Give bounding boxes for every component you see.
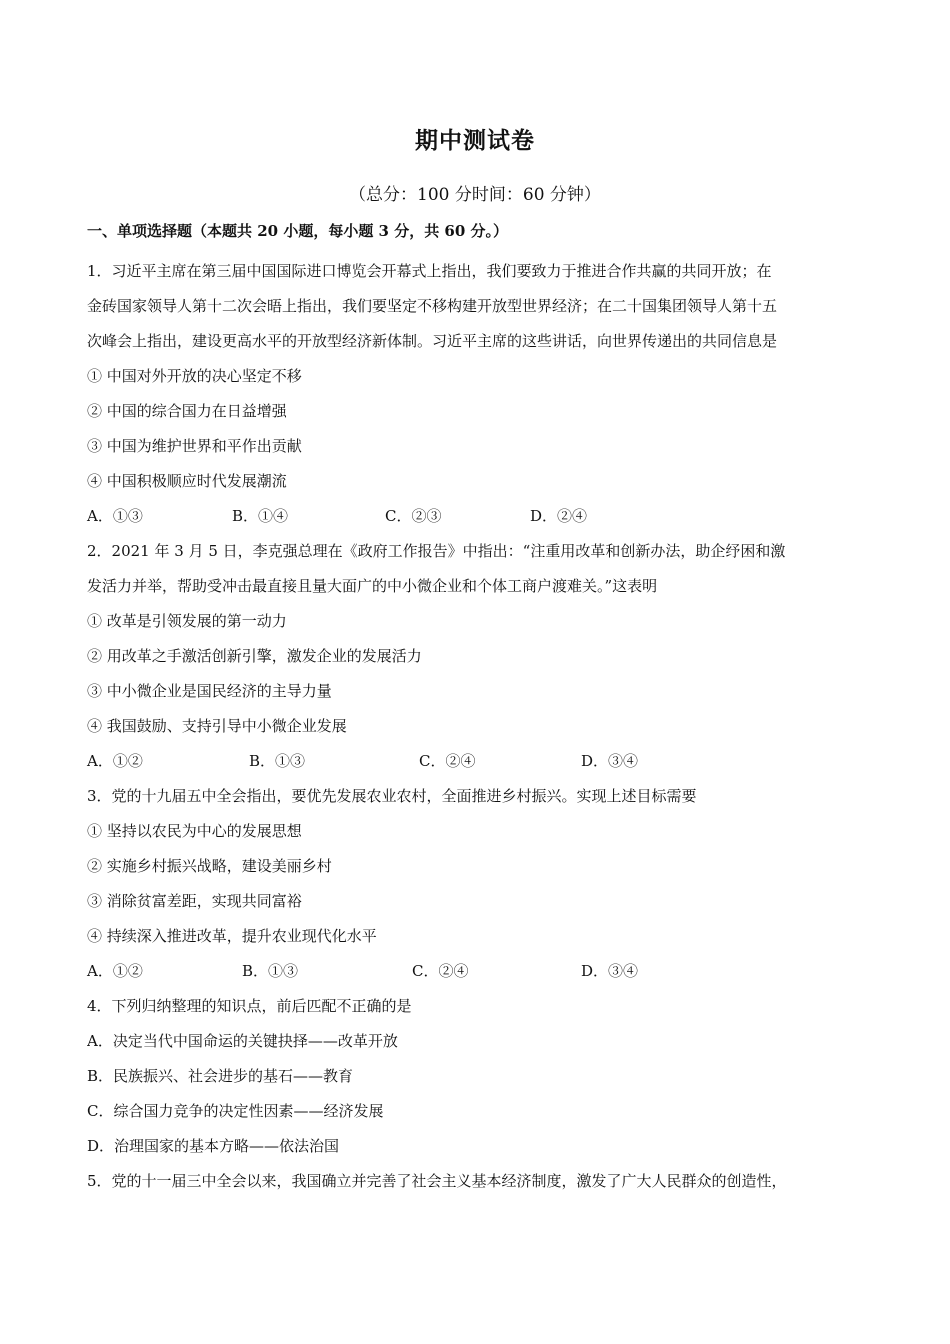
choice-c[interactable]: C．综合国力竞争的决定性因素——经济发展 bbox=[87, 1102, 384, 1120]
choice-c[interactable]: C．②④ bbox=[419, 752, 476, 770]
question-stem-line: 1．习近平主席在第三届中国国际进口博览会开幕式上指出，我们要致力于推进合作共赢的共同开放；在 bbox=[87, 262, 772, 280]
statement-item: ③ 中国为维护世界和平作出贡献 bbox=[87, 437, 302, 455]
choice-a[interactable]: A．①② bbox=[87, 962, 143, 980]
question-5 bbox=[87, 1164, 877, 1199]
statement-item: ① 中国对外开放的决心坚定不移 bbox=[87, 367, 302, 385]
choice-d[interactable]: D．②④ bbox=[530, 507, 588, 525]
question-stem-line: 2．2021 年 3 月 5 日，李克强总理在《政府工作报告》中指出：“注重用改革和创新办法，助企纾困和激 bbox=[87, 542, 786, 560]
statement-item: ④ 我国鼓励、支持引导中小微企业发展 bbox=[87, 717, 347, 735]
question-stem-line: 3．党的十九届五中全会指出，要优先发展农业农村，全面推进乡村振兴。实现上述目标需要 bbox=[87, 787, 697, 805]
choice-a[interactable]: A．①③ bbox=[87, 507, 143, 525]
exam-content bbox=[87, 220, 877, 1199]
answer-choices bbox=[87, 744, 877, 779]
question-stem-line: 发活力并举，帮助受冲击最直接且量大面广的中小微企业和个体工商户渡难关。”这表明 bbox=[87, 577, 658, 595]
choice-c[interactable]: C．②④ bbox=[412, 962, 469, 980]
question-2 bbox=[87, 534, 877, 779]
answer-choices bbox=[87, 954, 877, 989]
choice-a[interactable]: A．决定当代中国命运的关键抉择——改革开放 bbox=[87, 1032, 398, 1050]
choice-d[interactable]: D．治理国家的基本方略——依法治国 bbox=[87, 1137, 340, 1155]
statement-item: ④ 持续深入推进改革，提升农业现代化水平 bbox=[87, 927, 377, 945]
statement-item: ③ 中小微企业是国民经济的主导力量 bbox=[87, 682, 332, 700]
choice-c[interactable]: C．②③ bbox=[385, 507, 442, 525]
question-stem-line: 5．党的十一届三中全会以来，我国确立并完善了社会主义基本经济制度，激发了广大人民群众的创造性， bbox=[87, 1172, 787, 1190]
choice-b[interactable]: B．民族振兴、社会进步的基石——教育 bbox=[87, 1067, 354, 1085]
question-stem-line: 次峰会上指出，建设更高水平的开放型经济新体制。习近平主席的这些讲话，向世界传递出的共同信息是 bbox=[87, 332, 778, 350]
section-heading: 一、单项选择题（本题共 20 小题，每小题 3 分，共 60 分。） bbox=[87, 222, 509, 240]
statement-item: ③ 消除贫富差距，实现共同富裕 bbox=[87, 892, 302, 910]
question-stem-line: 4．下列归纳整理的知识点，前后匹配不正确的是 bbox=[87, 997, 412, 1015]
choice-b[interactable]: B．①③ bbox=[242, 962, 299, 980]
question-1 bbox=[87, 254, 877, 534]
choice-d[interactable]: D．③④ bbox=[581, 962, 639, 980]
choice-a[interactable]: A．①② bbox=[87, 752, 143, 770]
statement-item: ② 中国的综合国力在日益增强 bbox=[87, 402, 287, 420]
question-3 bbox=[87, 779, 877, 989]
choice-b[interactable]: B．①④ bbox=[232, 507, 289, 525]
statement-item: ④ 中国积极顺应时代发展潮流 bbox=[87, 472, 287, 490]
question-4 bbox=[87, 989, 877, 1164]
statement-item: ① 改革是引领发展的第一动力 bbox=[87, 612, 287, 630]
page-title: 期中测试卷 bbox=[415, 127, 535, 154]
choice-d[interactable]: D．③④ bbox=[581, 752, 639, 770]
statement-item: ① 坚持以农民为中心的发展思想 bbox=[87, 822, 302, 840]
exam-info: （总分：100 分时间：60 分钟） bbox=[349, 185, 601, 205]
choice-b[interactable]: B．①③ bbox=[249, 752, 306, 770]
statement-item: ② 用改革之手激活创新引擎，激发企业的发展活力 bbox=[87, 647, 422, 665]
statement-item: ② 实施乡村振兴战略，建设美丽乡村 bbox=[87, 857, 332, 875]
question-stem-line: 金砖国家领导人第十二次会晤上指出，我们要坚定不移构建开放型世界经济；在二十国集团领导人第十五 bbox=[87, 297, 778, 315]
answer-choices bbox=[87, 499, 877, 534]
